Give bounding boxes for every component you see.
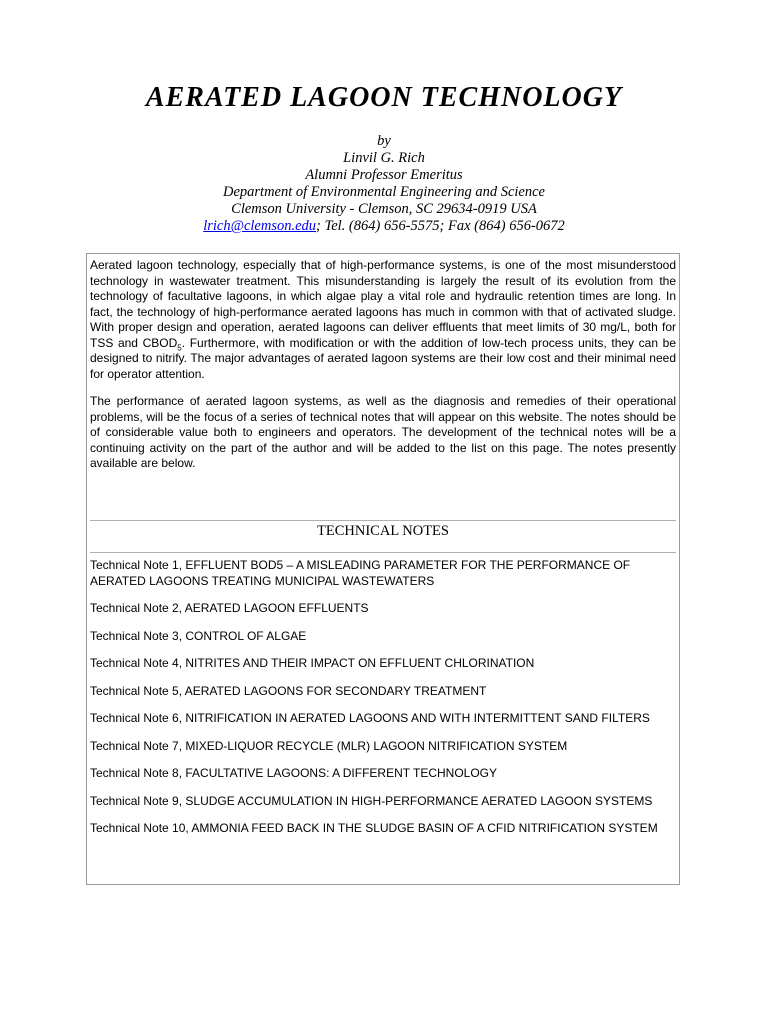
technical-notes-heading: TECHNICAL NOTES bbox=[317, 523, 449, 539]
contact-numbers: ; Tel. (864) 656-5575; Fax (864) 656-0672 bbox=[316, 218, 565, 234]
byline bbox=[0, 133, 768, 235]
byline-contact-line bbox=[0, 218, 768, 235]
technical-note-item[interactable]: Technical Note 3, CONTROL OF ALGAE bbox=[90, 628, 307, 643]
byline-address: Clemson University - Clemson, SC 29634-0919 USA bbox=[231, 201, 537, 217]
byline-author: Linvil G. Rich bbox=[343, 150, 425, 166]
divider-top bbox=[90, 520, 676, 521]
byline-department: Department of Environmental Engineering and Science bbox=[222, 184, 545, 200]
technical-note-item[interactable]: Technical Note 8, FACULTATIVE LAGOONS: A DIFFERENT TECHNOLOGY bbox=[90, 766, 498, 780]
byline-position: Alumni Professor Emeritus bbox=[305, 167, 463, 183]
technical-note-item[interactable]: Technical Note 4, NITRITES AND THEIR IMPACT ON EFFLUENT CHLORINATION bbox=[90, 656, 535, 670]
page-title: AERATED LAGOON TECHNOLOGY bbox=[145, 82, 623, 113]
email-link[interactable]: lrich@clemson.edu bbox=[203, 218, 317, 234]
technical-note-item[interactable]: Technical Note 2, AERATED LAGOON EFFLUENTS bbox=[90, 601, 369, 615]
byline-by: by bbox=[377, 133, 391, 149]
intro-section bbox=[90, 258, 676, 484]
intro-paragraph-1 bbox=[90, 258, 676, 382]
technical-note-item[interactable]: Technical Note 7, MIXED-LIQUOR RECYCLE (MLR) LAGOON NITRIFICATION SYSTEM bbox=[90, 738, 568, 753]
technical-note-item[interactable]: Technical Note 9, SLUDGE ACCUMULATION IN HIGH-PERFORMANCE AERATED LAGOON SYSTEMS bbox=[90, 793, 653, 808]
intro-paragraph-2: The performance of aerated lagoon systems, as well as the diagnosis and remedies of their operational problems, will be the focus of a series of technical notes that will appear on this website. The notes should be of considerable value both to engineers and operators. The development of the technical notes will be a continuing activity on the part of the author and will be added to the list on this page. The notes presently available are below. bbox=[90, 394, 676, 470]
technical-note-item[interactable]: Technical Note 1, EFFLUENT BOD5 – A MISLEADING PARAMETER FOR THE PERFORMANCE OF AERATED LAGOONS TREATING MUNICIPAL WASTEWATERS bbox=[90, 558, 631, 588]
intro-p1-subscript: 5 bbox=[177, 342, 182, 352]
technical-note-item[interactable]: Technical Note 5, AERATED LAGOONS FOR SECONDARY TREATMENT bbox=[90, 683, 487, 698]
technical-note-item[interactable]: Technical Note 10, AMMONIA FEED BACK IN THE SLUDGE BASIN OF A CFID NITRIFICATION SYSTEM bbox=[90, 821, 658, 835]
content-box bbox=[86, 253, 680, 885]
divider-bottom bbox=[90, 552, 676, 553]
technical-notes-list bbox=[90, 558, 676, 849]
technical-note-item[interactable]: Technical Note 6, NITRIFICATION IN AERATED LAGOONS AND WITH INTERMITTENT SAND FILTERS bbox=[90, 711, 650, 725]
intro-p1-text-cont: . Furthermore, with modification or with the addition of low-tech process units, they can be designed to nitrify. The major advantages of aerated lagoon systems are their low cost and their minimal need for operator attention. bbox=[90, 335, 676, 381]
intro-p1-text: Aerated lagoon technology, especially that of high-performance systems, is one of the most misunderstood technology in wastewater treatment. This misunderstanding is largely the result of its evolution from the technology of facultative lagoons, in which algae play a vital role and hydraulic retention times are long. In fact, the technology of high-performance aerated lagoons has much in common with that of activated sludge. With proper design and operation, aerated lagoons can deliver effluents that meet limits of 30 mg/L, both for TSS and CBOD bbox=[90, 258, 676, 350]
